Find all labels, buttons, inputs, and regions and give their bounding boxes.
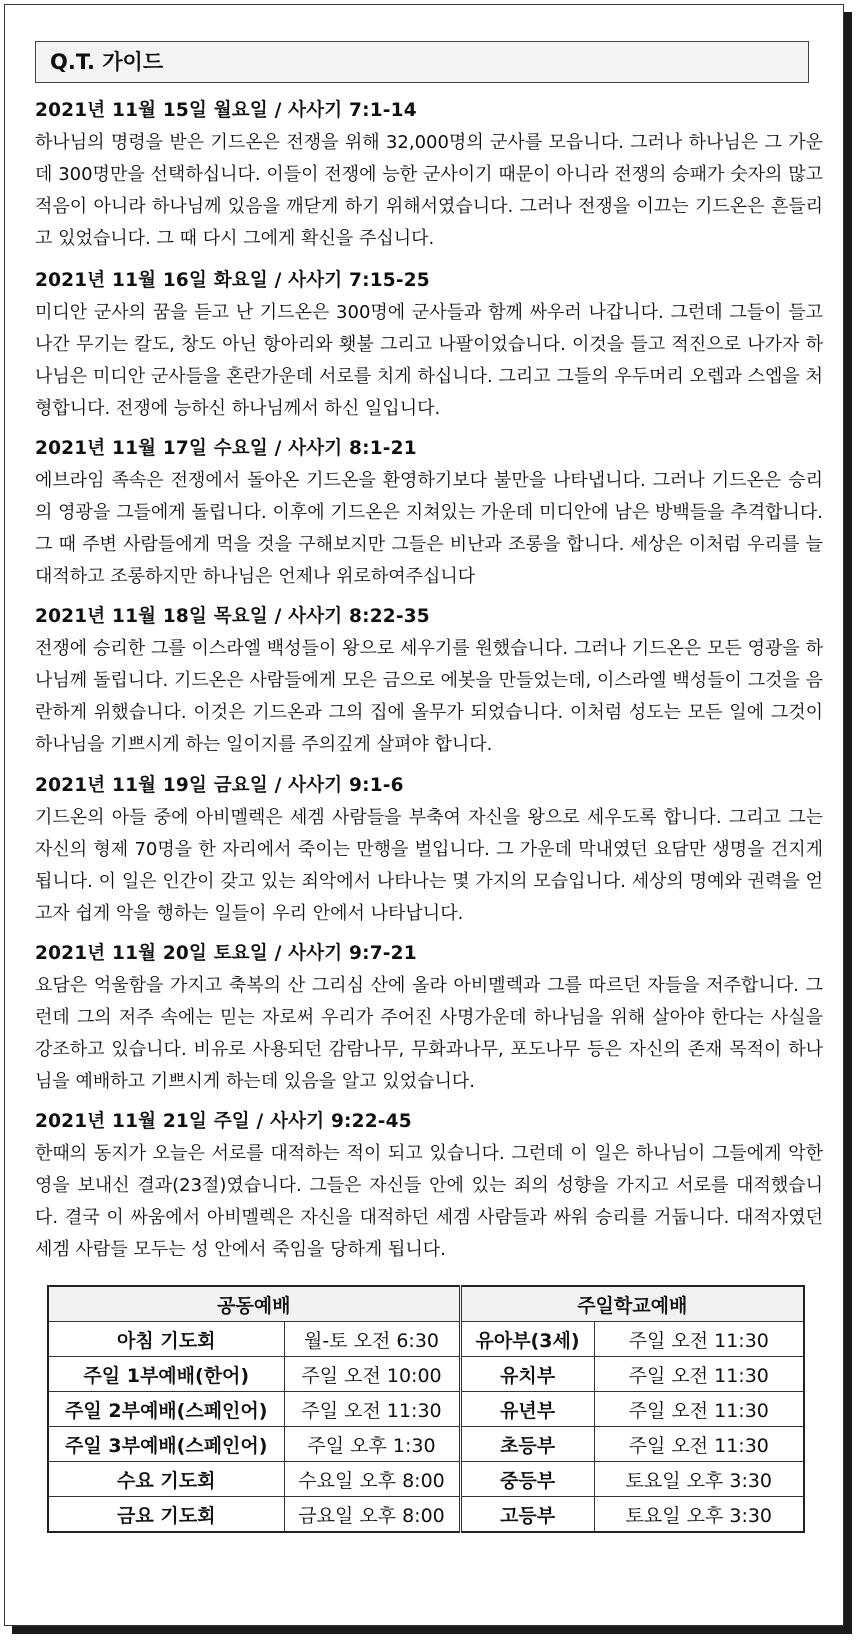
entry-text: 미디안 군사의 꿈을 듣고 난 기드온은 300명에 군사들과 함께 싸우러 나갑니다. 그런데 그들이 들고 나간 무기는 칼도, 창도 아닌 항아리와 횃불 그리고 나팔이었습니다. 이것을 들고 적진으로 나가자 하나님은 미디안 군사들을 혼란가운데 서로를 치게 하십니다. 그리고 그들의 우두머리 오렙과 스엡을 처형합니다. 전쟁에 능하신 하나님께서 하신 일입니다. bbox=[35, 302, 823, 419]
column-header: 주일학교예배 bbox=[460, 1286, 804, 1322]
department-name: 유아부(3세) bbox=[460, 1322, 594, 1357]
table-header-row bbox=[48, 1286, 804, 1322]
entry-title: 2021년 11월 17일 수요일 / 사사기 8:1-21 bbox=[35, 438, 417, 459]
department-time: 주일 오전 11:30 bbox=[594, 1322, 804, 1357]
table-row bbox=[48, 1462, 804, 1497]
service-name: 주일 3부예배(스페인어) bbox=[48, 1427, 284, 1462]
entry-title: 2021년 11월 20일 토요일 / 사사기 9:7-21 bbox=[35, 943, 417, 964]
department-name: 초등부 bbox=[460, 1427, 594, 1462]
service-name: 주일 2부예배(스페인어) bbox=[48, 1392, 284, 1427]
entry-title: 2021년 11월 18일 목요일 / 사사기 8:22-35 bbox=[35, 606, 430, 627]
service-time: 수요일 오후 8:00 bbox=[284, 1462, 460, 1497]
qt-entry bbox=[35, 265, 823, 425]
table-row bbox=[48, 1497, 804, 1533]
service-time: 월-토 오전 6:30 bbox=[284, 1322, 460, 1357]
bulletin-page bbox=[4, 4, 844, 1626]
table-row bbox=[48, 1357, 804, 1392]
worship-schedule-table bbox=[47, 1285, 805, 1533]
service-time: 금요일 오후 8:00 bbox=[284, 1497, 460, 1533]
service-time: 주일 오후 1:30 bbox=[284, 1427, 460, 1462]
department-time: 주일 오전 11:30 bbox=[594, 1427, 804, 1462]
column-header: 공동예배 bbox=[48, 1286, 460, 1322]
qt-entry bbox=[35, 95, 823, 255]
entry-text: 하나님의 명령을 받은 기드온은 전쟁을 위해 32,000명의 군사를 모읍니다. 그러나 하나님은 그 가운데 300명만을 선택하십니다. 이들이 전쟁에 능한 군사이기 때문이 아니라 전쟁의 승패가 숫자의 많고 적음이 아니라 하나님께 있음을 깨닫게 하기 위해서였습니다. 그러나 전쟁을 이끄는 기드온은 흔들리고 있었습니다. 그 때 다시 그에게 확신을 주십니다. bbox=[35, 132, 823, 249]
service-name: 주일 1부예배(한어) bbox=[48, 1357, 284, 1392]
table-row bbox=[48, 1322, 804, 1357]
qt-entry bbox=[35, 938, 823, 1098]
department-time: 토요일 오후 3:30 bbox=[594, 1462, 804, 1497]
table-row bbox=[48, 1427, 804, 1462]
entry-text: 요담은 억울함을 가지고 축복의 산 그리심 산에 올라 아비멜렉과 그를 따르던 자들을 저주합니다. 그런데 그의 저주 속에는 믿는 자로써 우리가 주어진 사명가운데 하나님을 위해 살아야 한다는 사실을 강조하고 있습니다. 비유로 사용되던 감람나무, 무화과나무, 포도나무 등은 자신의 존재 목적이 하나님을 예배하고 기쁘시게 하는데 있음을 알고 있었습니다. bbox=[35, 975, 823, 1092]
page-title: Q.T. 가이드 bbox=[35, 41, 809, 83]
department-name: 유치부 bbox=[460, 1357, 594, 1392]
qt-entry bbox=[35, 601, 823, 761]
entry-title: 2021년 11월 19일 금요일 / 사사기 9:1-6 bbox=[35, 775, 404, 796]
qt-entry bbox=[35, 433, 823, 593]
entry-text: 전쟁에 승리한 그를 이스라엘 백성들이 왕으로 세우기를 원했습니다. 그러나 기드온은 모든 영광을 하나님께 돌립니다. 기드온은 사람들에게 모은 금으로 에봇을 만들었는데, 이스라엘 백성들이 그것을 음란하게 위했습니다. 이것은 기드온과 그의 집에 올무가 되었습니다. 이처럼 성도는 모든 일에 그것이 하나님을 기쁘시게 하는 일이지를 주의깊게 살펴야 합니다. bbox=[35, 638, 823, 755]
service-time: 주일 오전 11:30 bbox=[284, 1392, 460, 1427]
department-time: 주일 오전 11:30 bbox=[594, 1392, 804, 1427]
entry-text: 에브라임 족속은 전쟁에서 돌아온 기드온을 환영하기보다 불만을 나타냅니다. 그러나 기드온은 승리의 영광을 그들에게 돌립니다. 이후에 기드온은 지쳐있는 가운데 미디안에 남은 방백들을 추격합니다. 그 때 주변 사람들에게 먹을 것을 구해보지만 그들은 비난과 조롱을 합니다. 세상은 이처럼 우리를 늘 대적하고 조롱하지만 하나님은 언제나 위로하여주십니다 bbox=[35, 470, 823, 587]
service-time: 주일 오전 10:00 bbox=[284, 1357, 460, 1392]
service-name: 아침 기도회 bbox=[48, 1322, 284, 1357]
department-time: 주일 오전 11:30 bbox=[594, 1357, 804, 1392]
table-row bbox=[48, 1392, 804, 1427]
department-time: 토요일 오후 3:30 bbox=[594, 1497, 804, 1533]
entry-title: 2021년 11월 15일 월요일 / 사사기 7:1-14 bbox=[35, 100, 417, 121]
entry-text: 기드온의 아들 중에 아비멜렉은 세겜 사람들을 부축여 자신을 왕으로 세우도록 합니다. 그리고 그는 자신의 형제 70명을 한 자리에서 죽이는 만행을 벌입니다. 그 가운데 막내였던 요담만 생명을 건지게 됩니다. 이 일은 인간이 갖고 있는 죄악에서 나타나는 몇 가지의 모습입니다. 세상의 명예와 권력을 얻고자 쉽게 악을 행하는 일들이 우리 안에서 나타납니다. bbox=[35, 807, 823, 924]
department-name: 고등부 bbox=[460, 1497, 594, 1533]
entry-title: 2021년 11월 21일 주일 / 사사기 9:22-45 bbox=[35, 1111, 412, 1132]
department-name: 중등부 bbox=[460, 1462, 594, 1497]
department-name: 유년부 bbox=[460, 1392, 594, 1427]
service-name: 금요 기도회 bbox=[48, 1497, 284, 1533]
service-name: 수요 기도회 bbox=[48, 1462, 284, 1497]
entry-title: 2021년 11월 16일 화요일 / 사사기 7:15-25 bbox=[35, 270, 430, 291]
qt-entry bbox=[35, 770, 823, 930]
qt-entry bbox=[35, 1106, 823, 1266]
entry-text: 한때의 동지가 오늘은 서로를 대적하는 적이 되고 있습니다. 그런데 이 일은 하나님이 그들에게 악한 영을 보내신 결과(23절)였습니다. 그들은 자신들 안에 있는 죄의 성향을 가지고 서로를 대적했습니다. 결국 이 싸움에서 아비멜렉은 자신을 대적하던 세겜 사람들과 싸워 승리를 거둡니다. 대적자였던 세겜 사람들 모두는 성 안에서 죽임을 당하게 됩니다. bbox=[35, 1143, 823, 1260]
